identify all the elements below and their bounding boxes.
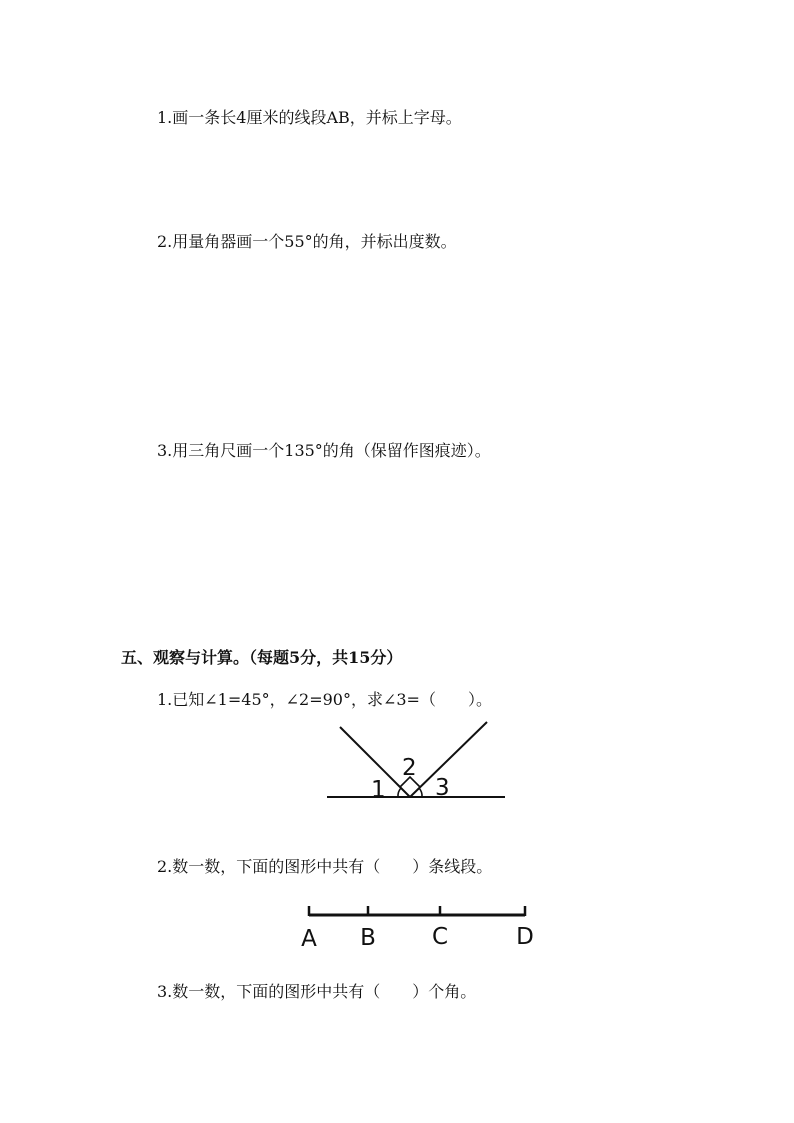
question-count-angles: 3.数一数，下面的图形中共有（ ）个角。 [157,982,477,1001]
point-label-c: C [431,924,449,950]
angle-label-1: 1 [371,777,386,803]
section-title-observe-calc: 五、观察与计算。（每题5分，共15分） [121,648,403,667]
point-label-b: B [360,925,376,951]
question-draw-segment: 1.画一条长4厘米的线段AB，并标上字母。 [157,108,462,127]
question-draw-135-angle: 3.用三角尺画一个135°的角（保留作图痕迹）。 [157,441,491,460]
point-label-a: A [301,926,317,952]
question-draw-55-angle: 2.用量角器画一个55°的角，并标出度数。 [157,232,457,251]
angle-label-3: 3 [435,775,450,801]
question-find-angle-3: 1.已知∠1=45°，∠2=90°，求∠3=（ ）。 [157,690,492,709]
angle-label-2: 2 [402,755,417,781]
point-label-d: D [516,924,534,950]
question-count-segments: 2.数一数，下面的图形中共有（ ）条线段。 [157,857,493,876]
